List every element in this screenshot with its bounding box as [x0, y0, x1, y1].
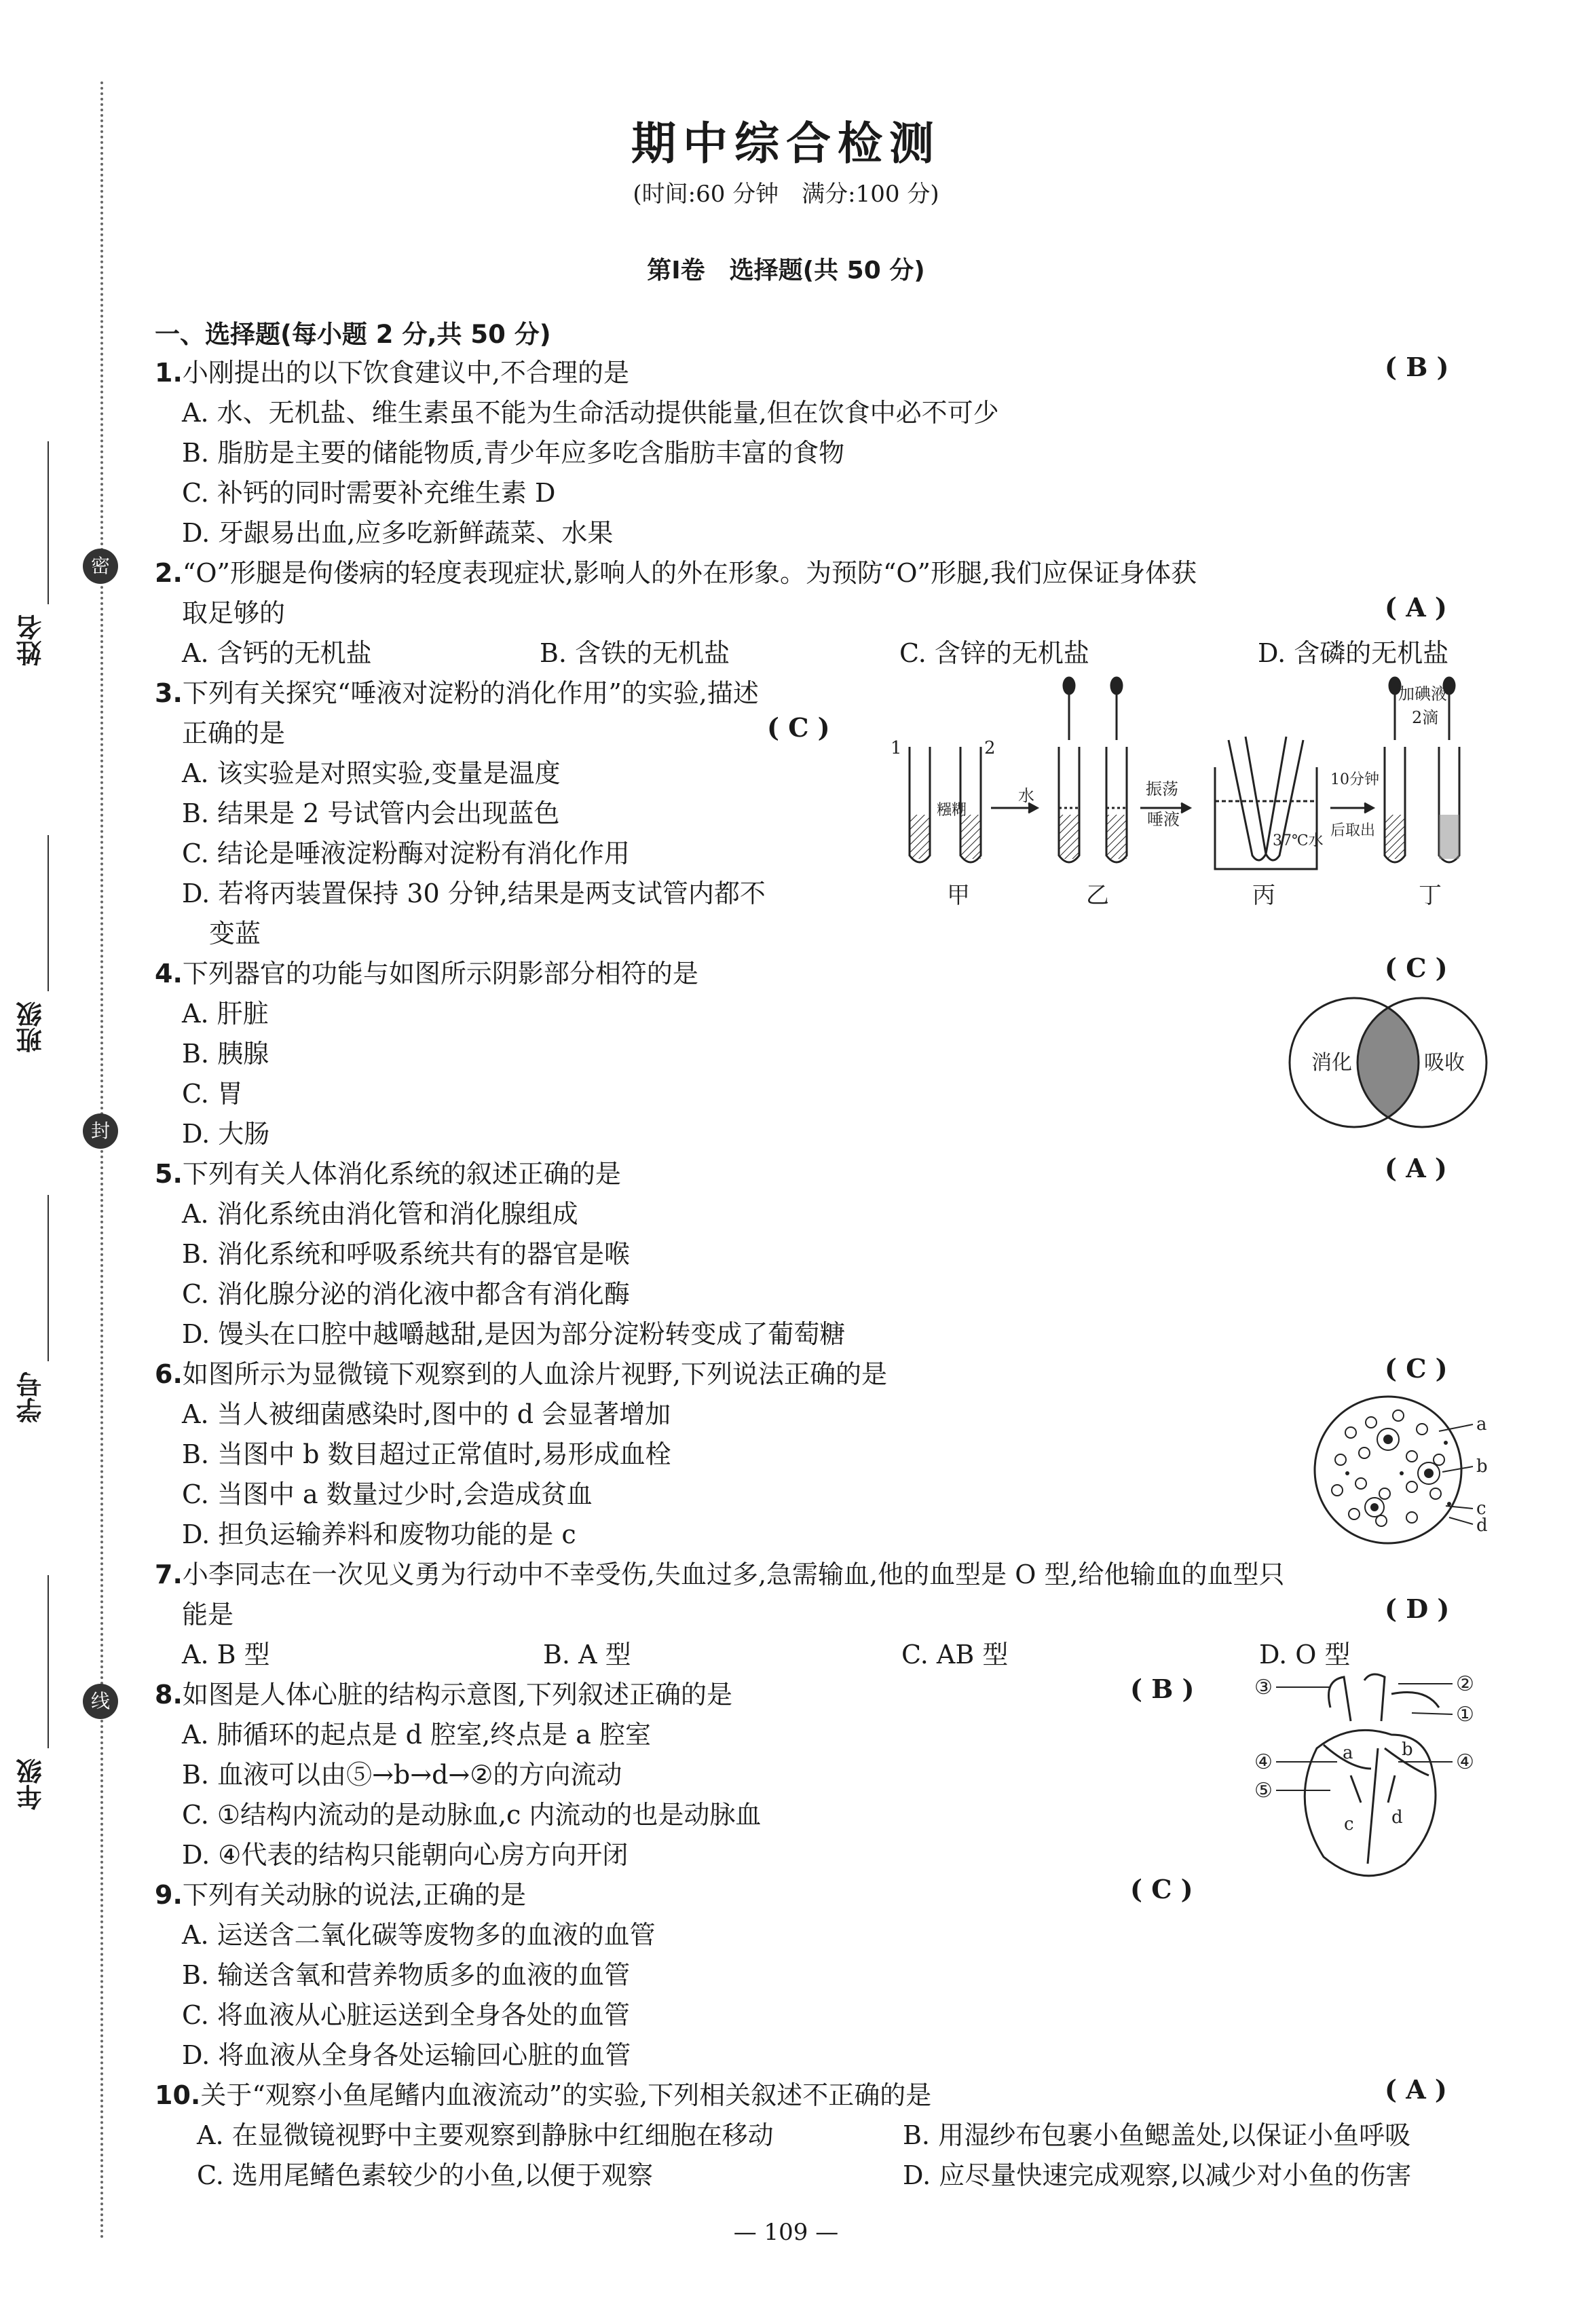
- q2-option-d: D. 含磷的无机盐: [1258, 638, 1449, 668]
- fig3-stage-ding: 丁: [1419, 882, 1442, 909]
- q4-option-d: D. 大肠: [182, 1119, 270, 1149]
- venn-digestion-label: 消化: [1311, 1051, 1352, 1075]
- seal-xian: 线: [83, 1684, 118, 1719]
- page-number: — 109 —: [733, 2219, 839, 2246]
- q1-option-a: A. 水、无机盐、维生素虽不能为生命活动提供能量,但在饮食中必不可少: [182, 398, 999, 428]
- q9-option-d: D. 将血液从全身各处运输回心脏的血管: [182, 2040, 631, 2070]
- blood-smear-figure: [1310, 1392, 1500, 1548]
- heart-chamber-a: a: [1343, 1743, 1353, 1763]
- binding-dotted-line: [100, 81, 103, 2240]
- q2-option-c: C. 含锌的无机盐: [899, 638, 1089, 668]
- exam-time: (时间:60 分钟 满分:100 分): [633, 181, 939, 208]
- fig3-label-saliva: 唾液: [1147, 810, 1180, 829]
- fig3-stage-jia: 甲: [947, 882, 970, 909]
- answer-4: ( C ): [1385, 953, 1448, 983]
- class-label: 班级: [16, 1001, 46, 1053]
- question-7-cont: 能是: [182, 1600, 234, 1629]
- heart-chamber-d: d: [1391, 1807, 1403, 1828]
- smear-label-b: b: [1476, 1456, 1488, 1477]
- q3-option-d-cont: 变蓝: [209, 919, 261, 948]
- question-9: 9.下列有关动脉的说法,正确的是: [155, 1880, 526, 1910]
- starch-digestion-experiment-figure: [882, 672, 1493, 917]
- heart-structure-figure: [1249, 1667, 1500, 1891]
- q5-option-d: D. 馒头在口腔中越嚼越甜,是因为部分淀粉转变成了葡萄糖: [182, 1319, 846, 1349]
- smear-label-a: a: [1476, 1414, 1487, 1435]
- venn-diagram: [1276, 991, 1500, 1134]
- heart-label-2: ②: [1456, 1672, 1474, 1696]
- heart-chamber-c: c: [1344, 1814, 1354, 1834]
- question-10: 10.关于“观察小鱼尾鳍内血液流动”的实验,下列相关叙述不正确的是: [155, 2080, 932, 2110]
- q9-option-c: C. 将血液从心脏运送到全身各处的血管: [182, 2000, 630, 2030]
- answer-10: ( A ): [1385, 2074, 1447, 2105]
- fig3-label-two-drops: 2滴: [1412, 708, 1439, 727]
- question-7: 7.小李同志在一次见义勇为行动中不幸受伤,失血过多,急需输血,他的血型是 O 型,给他输血的血型只: [155, 1560, 1285, 1589]
- question-3-cont: 正确的是: [182, 718, 286, 748]
- q6-option-a: A. 当人被细菌感染时,图中的 d 会显著增加: [182, 1399, 671, 1429]
- q6-option-d: D. 担负运输养料和废物功能的是 c: [182, 1519, 576, 1549]
- q5-option-a: A. 消化系统由消化管和消化腺组成: [182, 1199, 578, 1229]
- fig3-stage-yi: 乙: [1086, 882, 1109, 909]
- question-2-cont: 取足够的: [182, 598, 286, 628]
- q3-option-a: A. 该实验是对照实验,变量是温度: [182, 758, 561, 788]
- answer-6: ( C ): [1385, 1353, 1448, 1384]
- q8-option-b: B. 血液可以由⑤→b→d→②的方向流动: [182, 1760, 622, 1790]
- grade-line: [48, 1575, 49, 1748]
- class-line: [48, 835, 49, 991]
- q6-option-b: B. 当图中 b 数目超过正常值时,易形成血栓: [182, 1439, 671, 1469]
- fig3-label-2: 2: [984, 738, 996, 758]
- q8-option-d: D. ④代表的结构只能朝向心房方向开闭: [182, 1840, 629, 1870]
- student-id-line: [48, 1195, 49, 1361]
- answer-1: ( B ): [1385, 352, 1449, 382]
- q1-option-d: D. 牙龈易出血,应多吃新鲜蔬菜、水果: [182, 518, 614, 548]
- student-id-label: 学号: [16, 1371, 46, 1423]
- heart-label-5: ⑤: [1254, 1779, 1273, 1803]
- q8-option-a: A. 肺循环的起点是 d 腔室,终点是 a 腔室: [182, 1720, 651, 1750]
- q7-option-c: C. AB 型: [901, 1640, 1009, 1670]
- q10-option-a: A. 在显微镜视野中主要观察到静脉中红细胞在移动: [197, 2120, 774, 2150]
- q7-option-b: B. A 型: [543, 1640, 631, 1670]
- q2-option-b: B. 含铁的无机盐: [540, 638, 730, 668]
- heart-label-4-left: ④: [1254, 1750, 1273, 1774]
- seal-feng: 封: [83, 1113, 118, 1149]
- q3-option-d: D. 若将丙装置保持 30 分钟,结果是两支试管内都不: [182, 879, 766, 908]
- question-2: 2.“O”形腿是佝偻病的轻度表现症状,影响人的外在形象。为预防“O”形腿,我们应保证身体获: [155, 558, 1197, 588]
- seal-mi: 密: [83, 549, 118, 584]
- q3-option-b: B. 结果是 2 号试管内会出现蓝色: [182, 798, 560, 828]
- grade-label: 年级: [16, 1758, 46, 1810]
- q8-option-c: C. ①结构内流动的是动脉血,c 内流动的也是动脉血: [182, 1800, 762, 1830]
- fig3-label-take-out: 后取出: [1330, 822, 1376, 839]
- question-5: 5.下列有关人体消化系统的叙述正确的是: [155, 1159, 621, 1189]
- answer-8: ( B ): [1130, 1674, 1195, 1704]
- fig3-label-warm-water: 37℃水: [1273, 832, 1324, 849]
- q5-option-c: C. 消化腺分泌的消化液中都含有消化酶: [182, 1279, 630, 1309]
- q4-option-c: C. 胃: [182, 1079, 243, 1109]
- q4-option-b: B. 胰腺: [182, 1039, 269, 1069]
- q1-option-c: C. 补钙的同时需要补充维生素 D: [182, 478, 556, 508]
- name-label: 姓名: [16, 614, 46, 666]
- smear-label-c: c: [1476, 1498, 1486, 1519]
- section-heading: 一、选择题(每小题 2 分,共 50 分): [155, 320, 551, 349]
- question-3: 3.下列有关探究“唾液对淀粉的消化作用”的实验,描述: [155, 678, 759, 708]
- question-4: 4.下列器官的功能与如图所示阴影部分相符的是: [155, 959, 698, 989]
- q7-option-a: A. B 型: [182, 1640, 270, 1670]
- answer-7: ( D ): [1385, 1593, 1450, 1624]
- q2-option-a: A. 含钙的无机盐: [182, 638, 372, 668]
- heart-label-1: ①: [1456, 1703, 1474, 1727]
- venn-absorption-label: 吸收: [1424, 1051, 1465, 1075]
- heart-chamber-b: b: [1402, 1739, 1413, 1760]
- q9-option-a: A. 运送含二氧化碳等废物多的血液的血管: [182, 1920, 656, 1950]
- answer-9: ( C ): [1130, 1874, 1193, 1904]
- fig3-label-ten-minutes: 10分钟: [1330, 771, 1379, 788]
- fig3-label-shake: 振荡: [1146, 779, 1178, 798]
- q4-option-a: A. 肝脏: [182, 999, 269, 1029]
- q3-option-c: C. 结论是唾液淀粉酶对淀粉有消化作用: [182, 838, 630, 868]
- fig3-stage-bing: 丙: [1252, 882, 1275, 909]
- q7-option-d: D. O 型: [1259, 1640, 1351, 1670]
- answer-2: ( A ): [1385, 592, 1447, 623]
- q6-option-c: C. 当图中 a 数量过少时,会造成贫血: [182, 1479, 593, 1509]
- name-line: [48, 441, 49, 604]
- fig3-label-iodine: 加碘液: [1398, 684, 1447, 703]
- answer-3: ( C ): [767, 712, 830, 743]
- fig3-label-water: 水: [1018, 786, 1034, 805]
- question-1: 1.小刚提出的以下饮食建议中,不合理的是: [155, 358, 629, 388]
- smear-label-d: d: [1476, 1515, 1488, 1536]
- part-heading: 第Ⅰ卷 选择题(共 50 分): [647, 257, 925, 284]
- heart-label-3: ③: [1254, 1676, 1273, 1699]
- page-title: 期中综合检测: [631, 117, 941, 170]
- question-6: 6.如图所示为显微镜下观察到的人血涂片视野,下列说法正确的是: [155, 1359, 887, 1389]
- question-8: 8.如图是人体心脏的结构示意图,下列叙述正确的是: [155, 1680, 732, 1710]
- q10-option-c: C. 选用尾鳍色素较少的小鱼,以便于观察: [197, 2160, 653, 2190]
- q1-option-b: B. 脂肪是主要的储能物质,青少年应多吃含脂肪丰富的食物: [182, 438, 845, 468]
- q9-option-b: B. 输送含氧和营养物质多的血液的血管: [182, 1960, 631, 1990]
- q10-option-b: B. 用湿纱布包裹小鱼鳃盖处,以保证小鱼呼吸: [903, 2120, 1411, 2150]
- heart-label-4-right: ④: [1456, 1750, 1474, 1774]
- answer-5: ( A ): [1385, 1153, 1447, 1183]
- q5-option-b: B. 消化系统和呼吸系统共有的器官是喉: [182, 1239, 631, 1269]
- fig3-label-1: 1: [891, 738, 902, 758]
- q10-option-d: D. 应尽量快速完成观察,以减少对小鱼的伤害: [903, 2160, 1412, 2190]
- fig3-label-paste: 糨糊: [937, 802, 967, 819]
